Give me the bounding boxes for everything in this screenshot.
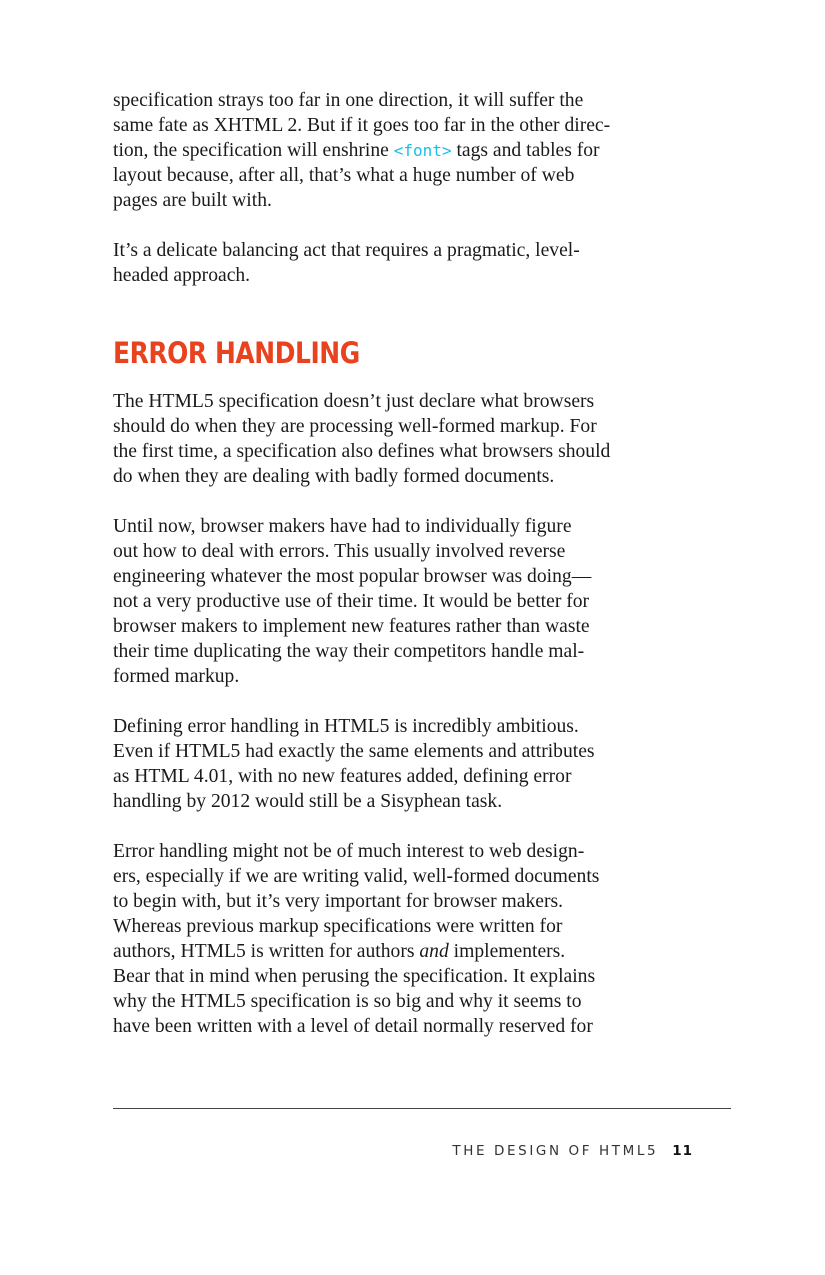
text-line: have been written with a level of detail normally reserved for [113, 1016, 593, 1037]
text-line: browser makers to implement new features rather than waste [113, 616, 590, 637]
text-line: the first time, a specification also defines what browsers should [113, 441, 611, 462]
paragraph [113, 714, 673, 814]
text-line [113, 939, 673, 964]
text-line: to begin with, but it’s very important for browser makers. [113, 891, 564, 912]
text-line: do when they are dealing with badly formed documents. [113, 466, 555, 487]
text-line: Until now, browser makers have had to individually figure [113, 516, 572, 537]
intro-text [113, 88, 673, 313]
text-line: out how to deal with errors. This usually involved reverse [113, 541, 566, 562]
text-line: Bear that in mind when perusing the specification. It explains [113, 966, 596, 987]
paragraph [113, 389, 673, 489]
text-line: pages are built with. [113, 190, 272, 211]
text-line: It’s a delicate balancing act that requires a pragmatic, level- [113, 240, 580, 261]
paragraph [113, 514, 673, 689]
text-line: not a very productive use of their time. It would be better for [113, 591, 590, 612]
text-line: as HTML 4.01, with no new features added, defining error [113, 766, 572, 787]
text-fragment: tion, the specification will enshrine [113, 140, 394, 161]
text-line [113, 138, 673, 163]
page-footer [452, 1143, 693, 1159]
text-fragment: tags and tables for [451, 140, 600, 161]
text-line: headed approach. [113, 265, 251, 286]
text-line: handling by 2012 would still be a Sisyphean task. [113, 791, 503, 812]
text-line: The HTML5 specification doesn’t just declare what browsers [113, 391, 595, 412]
text-line: Whereas previous markup specifications were written for [113, 916, 563, 937]
text-line: formed markup. [113, 666, 240, 687]
text-line: Even if HTML5 had exactly the same elements and attributes [113, 741, 595, 762]
paragraph [113, 839, 673, 1039]
text-line: specification strays too far in one direction, it will suffer the [113, 90, 584, 111]
paragraph [113, 238, 673, 288]
text-line: ers, especially if we are writing valid, well-formed documents [113, 866, 600, 887]
running-title: THE DESIGN OF HTML5 [452, 1143, 659, 1159]
page-number: 11 [672, 1143, 693, 1159]
text-line: Defining error handling in HTML5 is incredibly ambitious. [113, 716, 579, 737]
footer-divider [113, 1108, 731, 1109]
text-line: layout because, after all, that’s what a huge number of web [113, 165, 575, 186]
text-line: their time duplicating the way their competitors handle mal- [113, 641, 585, 662]
text-line: same fate as XHTML 2. But if it goes too far in the other direc- [113, 115, 611, 136]
text-line: should do when they are processing well-formed markup. For [113, 416, 597, 437]
text-fragment: implementers. [448, 941, 566, 962]
section-heading: ERROR HANDLING [113, 336, 360, 370]
emphasis: and [419, 941, 449, 962]
text-fragment: authors, HTML5 is written for authors [113, 941, 420, 962]
section-body [113, 389, 673, 1064]
text-line: Error handling might not be of much interest to web design- [113, 841, 585, 862]
paragraph [113, 88, 673, 213]
text-line: why the HTML5 specification is so big and why it seems to [113, 991, 582, 1012]
inline-code: <font> [393, 141, 452, 160]
text-line: engineering whatever the most popular browser was doing— [113, 566, 592, 587]
